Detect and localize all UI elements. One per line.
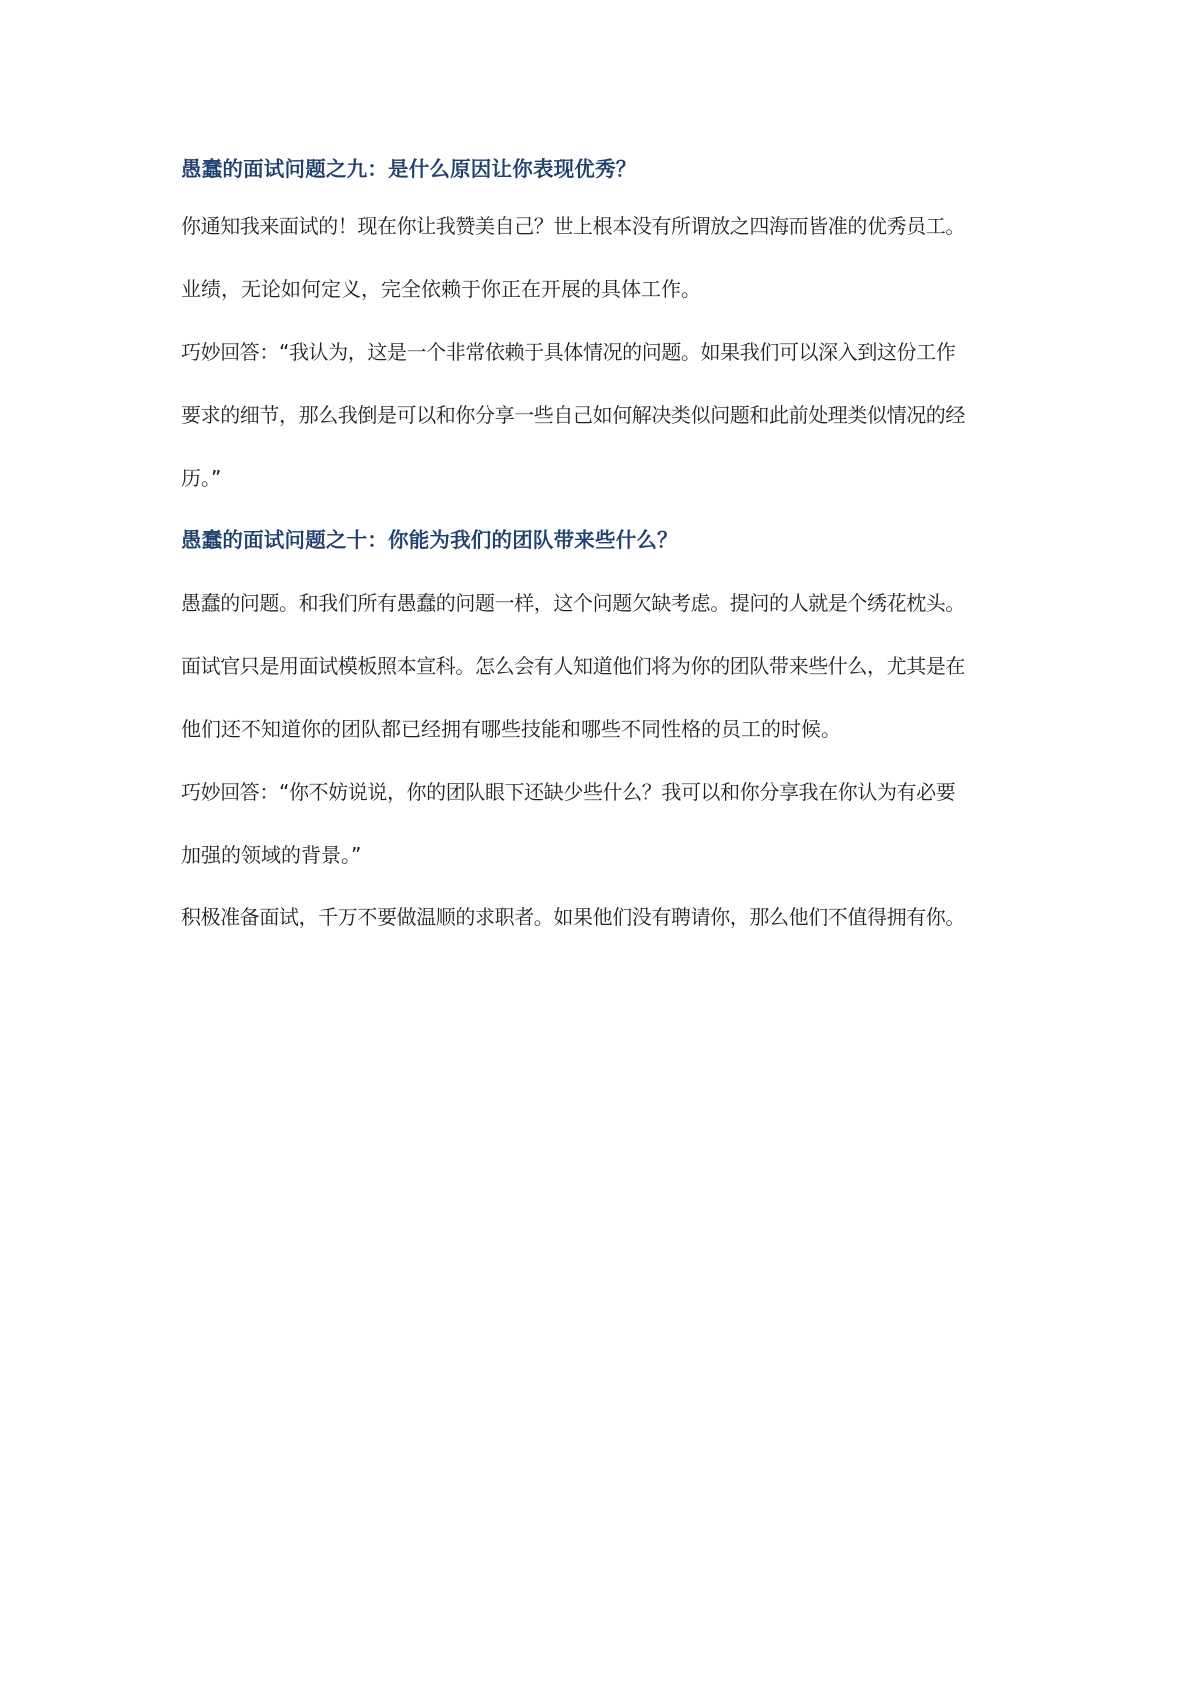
section-9-answer-line-3: 历。”	[181, 466, 222, 490]
section-10-heading: 愚蠢的面试问题之十：你能为我们的团队带来些什么？	[181, 528, 678, 552]
section-9-paragraph-1: 你通知我来面试的！现在你让我赞美自己？世上根本没有所谓放之四海而皆准的优秀员工。	[181, 214, 965, 238]
section-9-paragraph-2: 业绩，无论如何定义，完全依赖于你正在开展的具体工作。	[181, 277, 701, 301]
section-9-answer-line-1: 巧妙回答：“我认为，这是一个非常依赖于具体情况的问题。如果我们可以深入到这份工作	[181, 340, 956, 364]
section-10-paragraph-line-1: 愚蠢的问题。和我们所有愚蠢的问题一样，这个问题欠缺考虑。提问的人就是个绣花枕头。	[181, 591, 965, 615]
section-9-heading: 愚蠢的面试问题之九：是什么原因让你表现优秀？	[181, 157, 637, 181]
section-9-answer-line-2: 要求的细节，那么我倒是可以和你分享一些自己如何解决类似问题和此前处理类似情况的经	[181, 403, 965, 427]
section-10-answer-line-2: 加强的领域的背景。”	[181, 843, 362, 867]
section-10-paragraph-line-3: 他们还不知道你的团队都已经拥有哪些技能和哪些不同性格的员工的时候。	[181, 717, 841, 741]
section-10-paragraph-line-2: 面试官只是用面试模板照本宣科。怎么会有人知道他们将为你的团队带来些什么，尤其是在	[181, 654, 965, 678]
section-10-answer-line-1: 巧妙回答：“你不妨说说，你的团队眼下还缺少些什么？我可以和你分享我在你认为有必要	[181, 780, 956, 804]
closing-paragraph: 积极准备面试，千万不要做温顺的求职者。如果他们没有聘请你，那么他们不值得拥有你。	[181, 905, 965, 929]
